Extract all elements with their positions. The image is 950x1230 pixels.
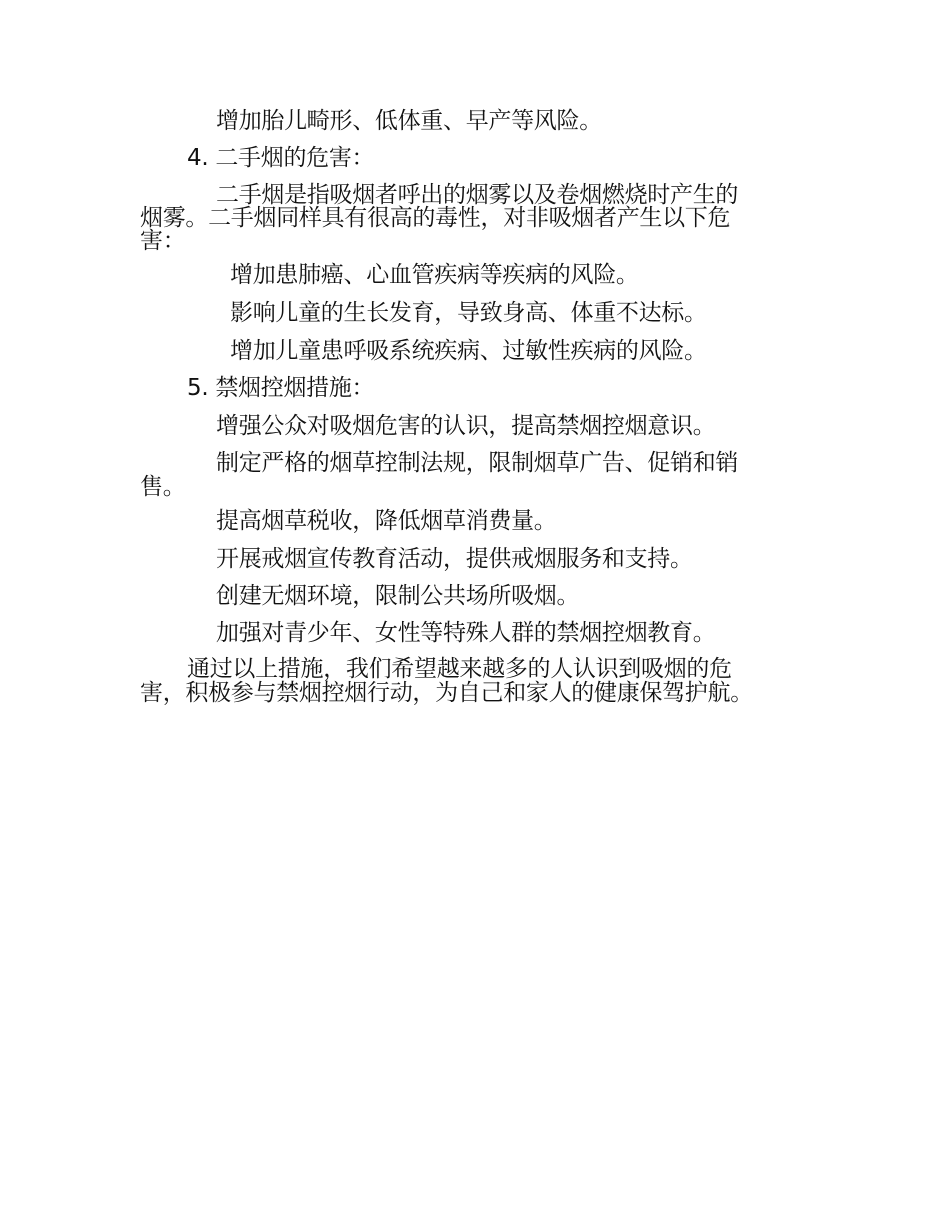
list-item: 增加患肺癌、心血管疾病等疾病的风险。	[230, 262, 639, 288]
paragraph-line: 增加胎儿畸形、低体重、早产等风险。	[216, 108, 602, 134]
list-item: 售。	[140, 474, 186, 500]
list-item: 增强公众对吸烟危害的认识，提高禁烟控烟意识。	[216, 413, 716, 439]
list-item: 创建无烟环境，限制公共场所吸烟。	[216, 583, 580, 609]
list-item: 开展戒烟宣传教育活动，提供戒烟服务和支持。	[216, 546, 693, 572]
list-item: 制定严格的烟草控制法规，限制烟草广告、促销和销	[216, 450, 739, 476]
section-heading: 5. 禁烟控烟措施：	[187, 375, 375, 401]
list-item: 增加儿童患呼吸系统疾病、过敏性疾病的风险。	[230, 338, 707, 364]
list-item: 影响儿童的生长发育，导致身高、体重不达标。	[230, 300, 707, 326]
list-item: 提高烟草税收，降低烟草消费量。	[216, 508, 557, 534]
section-heading: 4. 二手烟的危害：	[187, 145, 375, 171]
paragraph-line: 通过以上措施，我们希望越来越多的人认识到吸烟的危	[187, 656, 732, 682]
paragraph-line: 烟雾。二手烟同样具有很高的毒性，对非吸烟者产生以下危	[140, 205, 731, 231]
paragraph-line: 害：	[140, 228, 186, 254]
paragraph-line: 害，积极参与禁烟控烟行动，为自己和家人的健康保驾护航。	[140, 680, 753, 706]
paragraph-line: 二手烟是指吸烟者呼出的烟雾以及卷烟燃烧时产生的	[216, 182, 739, 208]
list-item: 加强对青少年、女性等特殊人群的禁烟控烟教育。	[216, 620, 716, 646]
